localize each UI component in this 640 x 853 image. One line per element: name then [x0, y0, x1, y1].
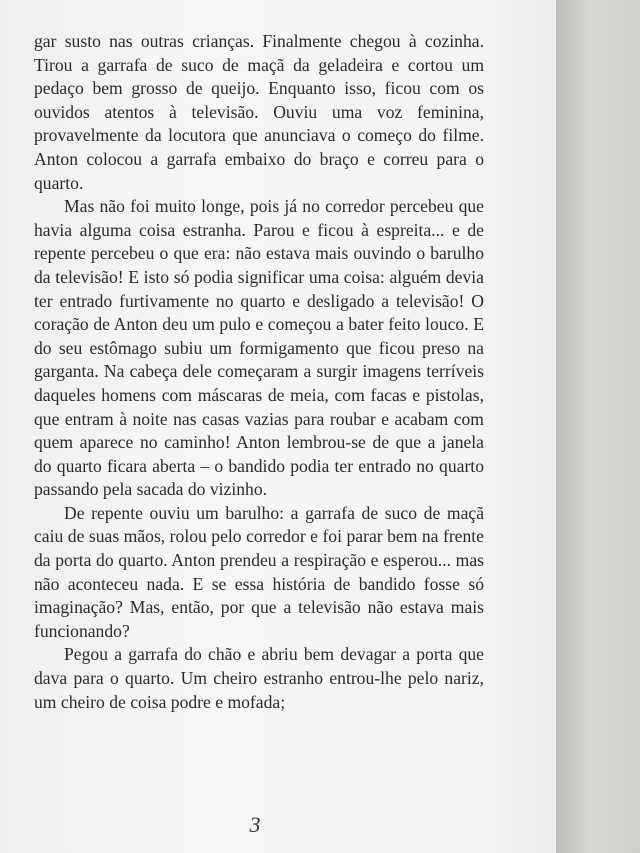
- page-number: 3: [249, 812, 261, 837]
- paragraph-4: Pegou a garrafa do chão e abriu bem devagar a porta que dava para o quarto. Um cheiro estranho entrou-lhe pelo nariz, um cheiro de coisa podre e mofada;: [34, 644, 484, 712]
- page-edge-background: [556, 0, 640, 853]
- paragraph-1: gar susto nas outras crianças. Finalmente chegou à cozinha. Tirou a garrafa de suco de maçã da geladeira e cortou um pedaço bem grosso de queijo. Enquanto isso, ficou com os ouvidos atentos à televisão. Ouviu uma voz feminina, provavelmente da locutora que anunciava o começo do filme. Anton colocou a garrafa embaixo do braço e correu para o quarto.: [34, 31, 484, 193]
- paragraph-3: De repente ouviu um barulho: a garrafa de suco de maçã caiu de suas mãos, rolou pelo corredor e foi parar bem na frente da porta do quarto. Anton prendeu a respiração e esperou... mas não aconteceu nada. E se essa história de bandido fosse só imaginação? Mas, então, por que a televisão não estava mais funcionando?: [34, 502, 484, 641]
- body-text: [34, 30, 484, 714]
- paragraph-2: Mas não foi muito longe, pois já no corredor percebeu que havia alguma coisa estranha. Parou e ficou à espreita... e de repente percebeu o que era: não estava mais ouvindo o barulho da televisão! E isto só podia significar uma coisa: alguém devia ter entrado furtivamente no quarto e desligado a televisão! O coração de Anton deu um pulo e começou a bater feito louco. E do seu estômago subiu um formigamento que ficou preso na garganta. Na cabeça dele começaram a surgir imagens terríveis daqueles homens com máscaras de meia, com facas e pistolas, que entram à noite nas casas vazias para roubar e acabam com quem aparece no caminho! Anton lembrou-se de que a janela do quarto ficara aberta – o bandido podia ter entrado no quarto passando pela sacada do vizinho.: [34, 196, 484, 500]
